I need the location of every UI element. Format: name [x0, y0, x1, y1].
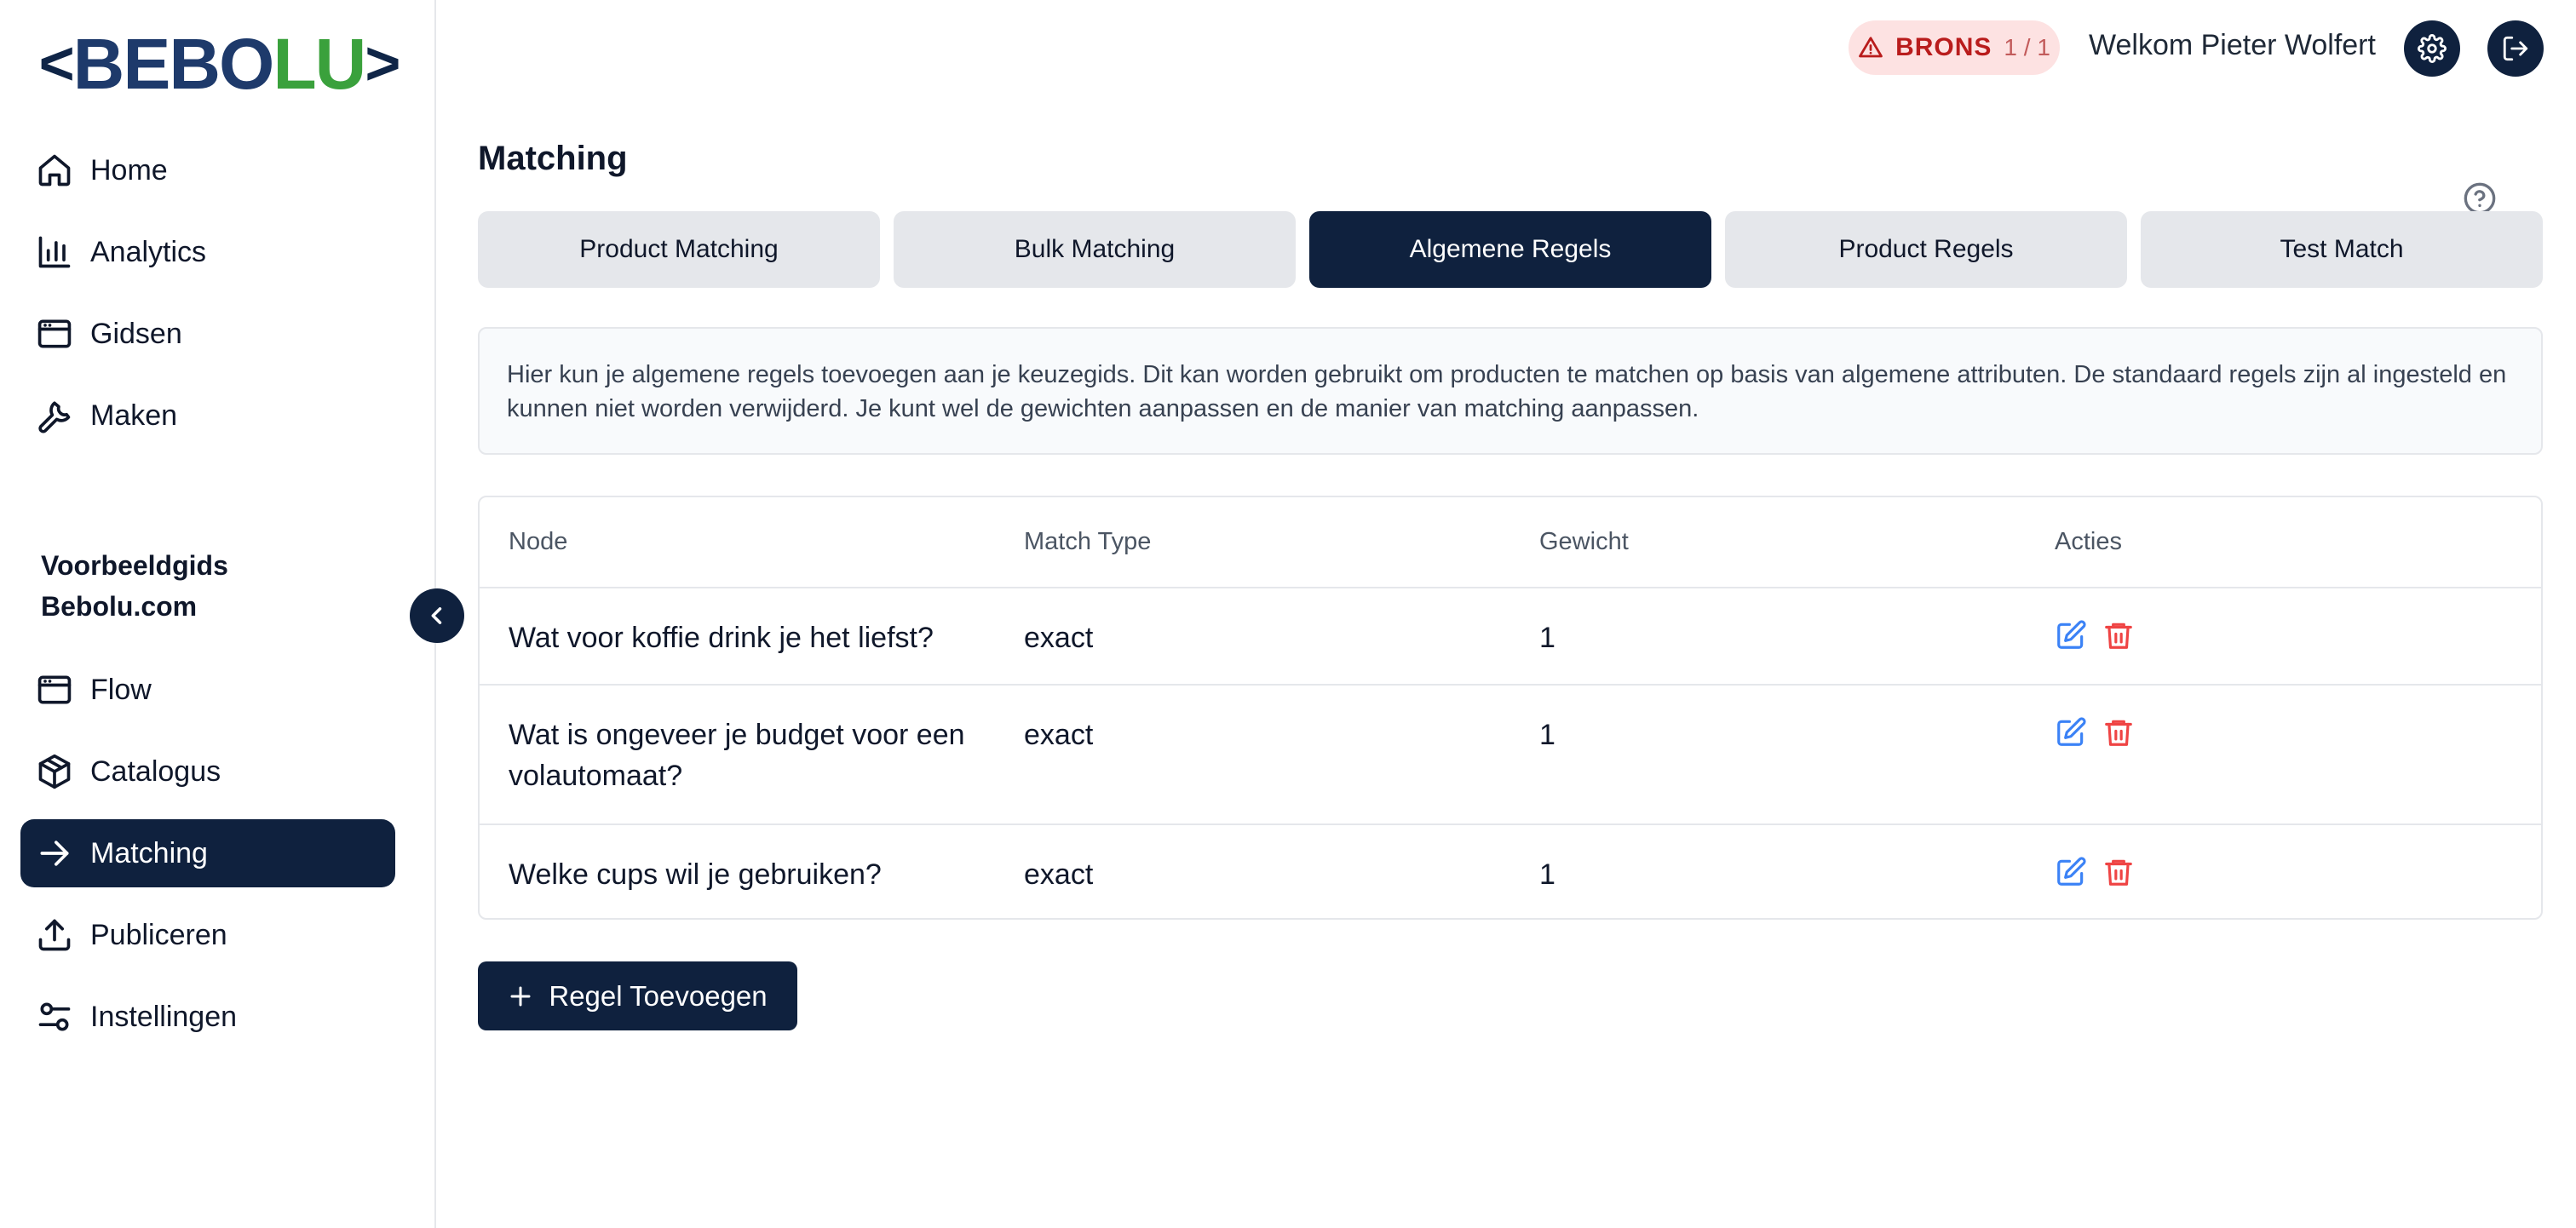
sidebar-item-label: Instellingen — [90, 1000, 238, 1033]
info-box: Hier kun je algemene regels toevoegen aan je keuzegids. Dit kan worden gebruikt om producten te matchen op basis van algemene attributen. De standaard regels zijn al ingesteld en kunnen niet worden verwijderd. Je kunt wel de gewichten aanpassen en de manier van matching aanpassen. — [478, 327, 2543, 455]
sidebar-item-label: Gidsen — [90, 317, 182, 350]
column-header-match-type: Match Type — [995, 497, 1510, 588]
home-icon — [36, 152, 73, 189]
cell-node: Welke cups wil je gebruiken? — [509, 858, 882, 891]
cell-weight: 1 — [1510, 685, 2026, 824]
edit-icon[interactable] — [2055, 856, 2087, 899]
chevron-left-icon — [425, 604, 449, 628]
warning-triangle-icon — [1858, 35, 1883, 60]
tier-badge[interactable] — [1849, 20, 2060, 75]
table-row — [480, 685, 2541, 824]
sidebar-item-label: Matching — [90, 836, 208, 869]
wrench-icon — [36, 397, 73, 434]
logout-button[interactable] — [2487, 20, 2544, 77]
page-title: Matching — [478, 140, 628, 177]
cell-weight: 1 — [1539, 858, 1555, 891]
trash-icon[interactable] — [2102, 856, 2135, 899]
sidebar-item-catalogus[interactable] — [20, 737, 395, 806]
bar-chart-icon — [36, 233, 73, 271]
cell-match-type: exact — [995, 685, 1510, 824]
browser-window-icon — [36, 671, 73, 709]
edit-icon[interactable] — [2055, 716, 2087, 760]
sidebar-item-analytics[interactable] — [20, 218, 395, 286]
package-icon — [36, 753, 73, 790]
sidebar-item-home[interactable] — [20, 136, 395, 204]
sliders-icon — [36, 998, 73, 1036]
logout-icon — [2501, 34, 2530, 63]
logo-text-blue: BEBO — [72, 24, 273, 104]
sidebar-item-gidsen[interactable] — [20, 300, 395, 368]
cell-match-type: exact — [1024, 858, 1094, 891]
add-rule-button[interactable] — [478, 961, 797, 1030]
current-guide-name: Voorbeeldgids Bebolu.com — [41, 550, 228, 622]
table-header-row — [480, 497, 2541, 588]
upload-icon — [36, 916, 73, 954]
edit-icon[interactable] — [2055, 619, 2087, 663]
sidebar-item-label: Publiceren — [90, 918, 227, 951]
arrow-right-icon — [36, 835, 73, 872]
collapse-sidebar-button[interactable] — [410, 588, 464, 643]
rules-table — [478, 496, 2543, 920]
welcome-message: Welkom Pieter Wolfert — [2089, 29, 2376, 61]
plus-icon — [508, 984, 533, 1009]
cell-node: Wat voor koffie drink je het liefst? — [480, 588, 995, 685]
sidebar-item-matching[interactable] — [20, 819, 395, 887]
table-row — [480, 824, 2541, 920]
sidebar-item-publiceren[interactable] — [20, 901, 395, 969]
trash-icon[interactable] — [2102, 716, 2135, 760]
column-header-node: Node — [480, 497, 995, 588]
cell-actions — [2026, 588, 2541, 685]
sidebar-item-label: Home — [90, 153, 168, 186]
help-icon[interactable] — [2463, 181, 2497, 215]
add-rule-label: Regel Toevoegen — [549, 979, 768, 1012]
cell-weight: 1 — [1510, 588, 2026, 685]
bebolu-logo[interactable] — [38, 24, 400, 104]
column-header-actions: Acties — [2026, 497, 2541, 588]
logo-right-chevron: > — [365, 30, 400, 98]
table-row — [480, 588, 2541, 685]
gear-icon — [2418, 34, 2447, 63]
tab-bulk-matching[interactable]: Bulk Matching — [894, 211, 1296, 288]
trash-icon[interactable] — [2102, 619, 2135, 663]
tier-count: 1 / 1 — [2004, 34, 2050, 60]
cell-actions — [2026, 824, 2541, 920]
logo-left-chevron: < — [38, 30, 73, 98]
sidebar-item-label: Maken — [90, 399, 178, 432]
sidebar — [0, 0, 436, 1228]
column-header-weight: Gewicht — [1510, 497, 2026, 588]
cell-match-type: exact — [995, 588, 1510, 685]
settings-button[interactable] — [2404, 20, 2460, 77]
tab-test-match[interactable]: Test Match — [2141, 211, 2543, 288]
sidebar-item-instellingen[interactable] — [20, 983, 395, 1051]
tier-level: BRONS — [1895, 33, 1992, 61]
matching-tabs — [478, 211, 2543, 288]
sidebar-item-label: Flow — [90, 673, 152, 706]
cell-actions — [2026, 685, 2541, 824]
tab-algemene-regels[interactable]: Algemene Regels — [1309, 211, 1711, 288]
sidebar-item-maken[interactable] — [20, 382, 395, 450]
tab-product-regels[interactable]: Product Regels — [1725, 211, 2127, 288]
cell-node: Wat is ongeveer je budget voor een volautomaat? — [480, 685, 995, 824]
logo-text-green: LU — [273, 24, 365, 104]
tab-product-matching[interactable]: Product Matching — [478, 211, 880, 288]
sidebar-item-label: Analytics — [90, 235, 207, 268]
browser-window-icon — [36, 315, 73, 353]
sidebar-item-label: Catalogus — [90, 755, 221, 788]
sidebar-item-flow[interactable] — [20, 656, 395, 724]
